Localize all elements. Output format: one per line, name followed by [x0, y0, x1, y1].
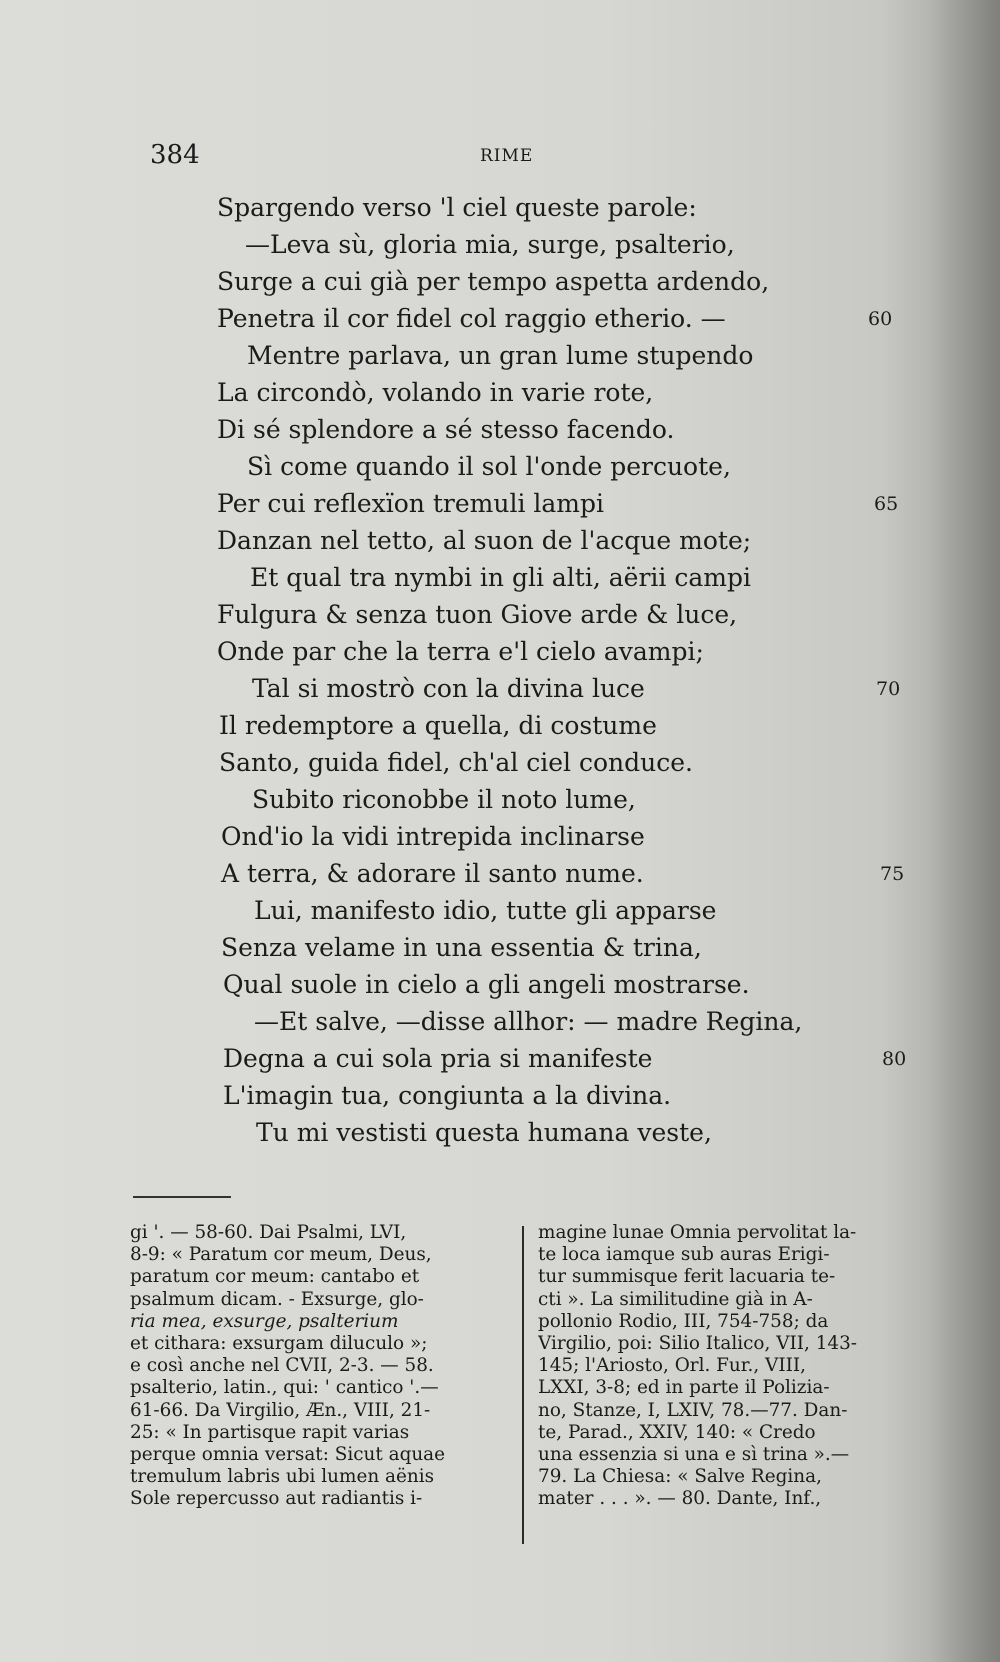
footnote-line: mater . . . ». — 80. Dante, Inf.,	[538, 1488, 822, 1510]
footnote-line: 79. La Chiesa: « Salve Regina,	[538, 1466, 822, 1488]
footnote-line: e così anche nel CVII, 2-3. — 58.	[130, 1355, 434, 1377]
footnote-rule	[133, 1196, 231, 1198]
footnotes	[130, 1222, 920, 1552]
verse-line: Ond'io la vidi intrepida inclinarse	[221, 822, 645, 851]
verse-line: —Leva sù, gloria mia, surge, psalterio,	[245, 230, 735, 259]
verse-line: —Et salve, —disse allhor: — madre Regina,	[254, 1007, 803, 1036]
verse-line: Et qual tra nymbi in gli alti, aërii campi	[250, 563, 751, 592]
footnote-line: 145; l'Ariosto, Orl. Fur., VIII,	[538, 1355, 806, 1377]
line-number: 70	[876, 678, 901, 700]
running-head: RIME	[480, 146, 534, 166]
footnote-line: pollonio Rodio, III, 754-758; da	[538, 1310, 829, 1332]
footnote-line: cti ». La similitudine già in A-	[538, 1288, 813, 1310]
footnote-line: tur summisque ferit lacuaria te-	[538, 1266, 836, 1288]
column-divider	[522, 1226, 524, 1544]
verse-line: Senza velame in una essentia & trina,	[221, 933, 702, 962]
verse-line: Per cui reflexïon tremuli lampi	[217, 489, 604, 518]
line-number: 80	[882, 1048, 907, 1070]
verse-line: L'imagin tua, congiunta a la divina.	[223, 1081, 672, 1110]
verse-line: Danzan nel tetto, al suon de l'acque mote;	[217, 526, 752, 555]
footnote-line: Sole repercusso aut radiantis i-	[130, 1488, 423, 1510]
verse-line: Tu mi vestisti questa humana veste,	[256, 1118, 712, 1147]
footnote-line: 25: « In partisque rapit varias	[130, 1421, 410, 1443]
footnote-line: 61-66. Da Virgilio, Æn., VIII, 21-	[130, 1399, 431, 1421]
line-number: 75	[880, 863, 905, 885]
page-edge-shadow	[930, 0, 1000, 1662]
page-number: 384	[150, 140, 200, 170]
verse-line: Lui, manifesto idio, tutte gli apparse	[254, 896, 717, 925]
verse-line: Qual suole in cielo a gli angeli mostrarse.	[223, 970, 750, 999]
line-number: 60	[868, 308, 893, 330]
line-number: 65	[874, 493, 899, 515]
footnote-line: et cithara: exsurgam diluculo »;	[130, 1333, 428, 1355]
footnote-column-left	[130, 1222, 508, 1511]
footnote-line: paratum cor meum: cantabo et	[130, 1266, 420, 1288]
footnote-line: no, Stanze, I, LXIV, 78.—77. Dan-	[538, 1399, 848, 1421]
footnote-line: 8-9: « Paratum cor meum, Deus,	[130, 1244, 432, 1266]
page-header	[150, 140, 910, 180]
footnote-line: te loca iamque sub auras Erigi-	[538, 1244, 830, 1266]
verse-line: Mentre parlava, un gran lume stupendo	[247, 341, 754, 370]
footnote-line: gi '. — 58-60. Dai Psalmi, LVI,	[130, 1222, 407, 1243]
footnote-line: una essenzia si una e sì trina ».—	[538, 1444, 850, 1466]
footnote-column-right	[538, 1222, 916, 1511]
footnote-line: ria mea, exsurge, psalterium	[130, 1310, 399, 1332]
verse-line: Fulgura & senza tuon Giove arde & luce,	[217, 600, 738, 629]
verse-line: Spargendo verso 'l ciel queste parole:	[217, 193, 697, 222]
footnote-line: psalmum dicam. - Exsurge, glo-	[130, 1288, 424, 1310]
verse-line: Degna a cui sola pria si manifeste	[223, 1044, 653, 1073]
verse-line: Santo, guida fidel, ch'al ciel conduce.	[219, 748, 693, 777]
footnote-line: tremulum labris ubi lumen aënis	[130, 1466, 435, 1488]
verse-line: Penetra il cor fidel col raggio etherio. —	[217, 304, 726, 333]
verse-line: La circondò, volando in varie rote,	[217, 378, 654, 407]
verse-line: Di sé splendore a sé stesso facendo.	[217, 415, 675, 444]
verse-line: A terra, & adorare il santo nume.	[221, 859, 644, 888]
verse-line: Il redemptore a quella, di costume	[219, 711, 657, 740]
verse-line: Sì come quando il sol l'onde percuote,	[247, 452, 731, 481]
footnote-line: psalterio, latin., qui: ' cantico '.—	[130, 1377, 439, 1399]
footnote-line: perque omnia versat: Sicut aquae	[130, 1444, 446, 1466]
verse-line: Onde par che la terra e'l cielo avampi;	[217, 637, 704, 666]
verse-line: Surge a cui già per tempo aspetta ardendo,	[217, 267, 770, 296]
footnote-line: magine lunae Omnia pervolitat la-	[538, 1222, 857, 1243]
footnote-line: Virgilio, poi: Silio Italico, VII, 143-	[538, 1333, 858, 1355]
verse-line: Tal si mostrò con la divina luce	[252, 674, 645, 703]
footnote-line: LXXI, 3-8; ed in parte il Polizia-	[538, 1377, 830, 1399]
verse-line: Subito riconobbe il noto lume,	[252, 785, 636, 814]
footnote-line: te, Parad., XXIV, 140: « Credo	[538, 1421, 816, 1443]
